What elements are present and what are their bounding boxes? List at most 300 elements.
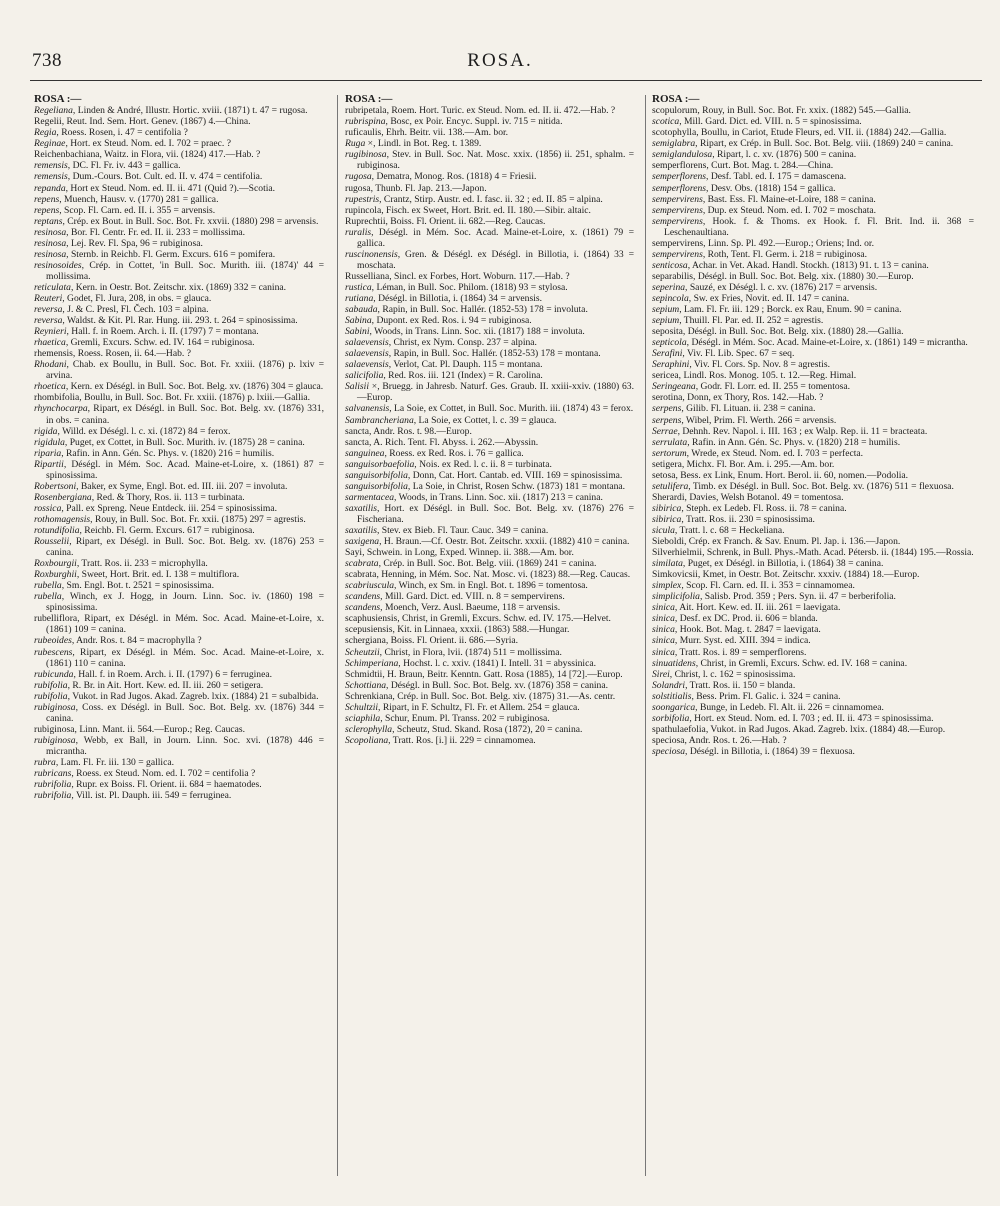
species-name: scabriuscula [345,580,395,592]
index-entry [652,680,974,691]
index-entry [652,116,974,127]
species-name: sanguisorbifolia [345,480,408,492]
species-name: Rousselii [34,536,70,548]
index-entry [652,459,974,470]
citation: , Andr. Ros. t. 26.—Hab. ? [684,734,787,746]
citation: , Wibel, Prim. Fl. Werth. 266 = arvensis. [681,414,837,426]
citation: , Déségl. in Billotia, i. (1864) 34 = arvensis. [373,293,543,304]
citation: , Achar. in Vet. Akad. Handl. Stockh. (1813) 91. t. 13 = canina. [687,259,929,271]
species-name: rhemensis [34,348,73,360]
species-name: rubella [34,591,62,603]
citation: , H. Braun, Beitr. Kenntn. Gatt. Rosa (1885), 14 [72].—Europ. [382,668,623,680]
species-name: repanda [34,182,66,194]
index-entry [34,238,324,249]
index-entry [34,448,324,459]
index-entry [345,713,634,724]
index-entry [345,359,634,370]
index-entry [345,459,634,470]
index-entry [652,735,974,746]
header-rule [30,80,982,81]
species-name: rupincola [345,204,382,216]
citation: , Puget, ex Cottet, in Bull. Soc. Murith. iv. (1875) 28 = canina. [64,436,305,448]
index-entry [652,713,974,724]
index-entry [652,304,974,315]
index-entry [652,658,974,669]
species-name: semiglabra [652,138,696,150]
species-name: salaevensis [345,337,389,349]
species-name: rubifolia [34,679,68,691]
species-name: schergiana [345,635,386,647]
citation: , La Soie, ex Cottet, in Bull. Soc. Murith. iii. (1874) 43 = ferox. [389,403,634,415]
index-entry [345,348,634,359]
citation: , Dupont. ex Red. Ros. i. 94 = rubiginosa. [371,315,532,327]
species-name: sibirica [652,502,682,514]
index-entry [34,183,324,194]
species-name: rugosa [345,182,371,194]
index-entry [345,138,634,149]
species-name: reticulata [34,281,71,293]
citation: , Hochst. l. c. xxiv. (1841) I. Intell. 31 = abyssinica. [398,657,596,669]
citation: , Reichb. Fl. Germ. Excurs. 617 = rubiginosa. [79,524,255,536]
species-name: serrulata [652,436,688,448]
citation: , Rouy, in Bull. Soc. Bot. Fr. xxii. (1875) 297 = agrestis. [90,513,306,525]
index-entry [345,315,634,326]
citation: , Crép. in Bull. Soc. Bot. Belg. viii. (1869) 241 = canina. [378,558,597,570]
species-name: Sirei [652,668,670,680]
index-entry [345,448,634,459]
species-name: Rosenbergiana [34,491,92,503]
citation: , Pall. ex Spreng. Neue Entdeck. iii. 254 = spinosissima. [61,502,278,514]
citation: , Schrenk, in Bull. Phys.-Math. Acad. Pétersb. ii. (1844) 195.—Rossia. [702,547,974,559]
citation: , Kern. in Oestr. Bot. Zeitschr. xix. (1869) 332 = canina. [70,281,287,293]
citation: , Rapin, in Bull. Soc. Hallér. (1852-53) 178 = montana. [388,348,601,360]
index-entry [345,558,634,569]
index-entry [652,127,974,138]
citation: , Hook. Bot. Mag. t. 2847 = laevigata. [674,624,821,636]
index-entry [34,194,324,205]
index-entry [34,691,324,702]
index-entry [34,116,324,127]
species-name: sinica [652,635,675,647]
citation: , Lindl. Ros. Monog. 105. t. 12.—Reg. Himal. [678,370,857,382]
citation: , Henning, in Mém. Soc. Nat. Mosc. vi. (1823) 88.—Reg. Caucas. [376,569,631,581]
species-name: Serrae [652,425,678,437]
index-entry [652,547,974,558]
species-name: Solandri [652,679,686,691]
index-entry [652,525,974,536]
index-entry [345,293,634,304]
citation: , Ripart, ex Déségl. in Mém. Soc. Acad. Maine-et-Loire, x. (1861) 110 = canina. [46,646,324,669]
index-entry [345,580,634,591]
citation: , Curt. Bot. Mag. t. 284.—China. [706,160,834,172]
species-name: scepusiensis [345,624,393,636]
citation: , Hort ex Steud. Nom. ed. II. ii. 471 (Quid ?).—Scotia. [65,182,276,194]
species-name: seperina [652,281,686,293]
index-entry [345,492,634,503]
index-entry [345,735,634,746]
species-name: rigida [34,425,58,437]
citation: , Vill. ist. Pl. Dauph. iii. 549 = ferruginea. [71,790,232,802]
citation: , Boullu, in Bull. Soc. Bot. Fr. xxiii. (1876) p. lxiii.—Gallia. [79,392,311,404]
citation: , Winch, ex Sm. in Engl. Bot. t. 1896 = tomentosa. [394,580,588,592]
citation: , Crép. ex Franch. & Sav. Enum. Pl. Jap. i. 136.—Japon. [683,536,901,548]
citation: , Kern. ex Déségl. in Bull. Soc. Bot. Belg. xv. (1876) 304 = glauca. [65,381,324,393]
species-name: serotina [652,392,683,404]
index-entry [345,547,634,558]
species-name: solstitialis [652,690,692,702]
species-name: Reginae [34,138,66,150]
index-entry [34,249,324,260]
species-name: riparia [34,447,62,459]
index-entry [345,415,634,426]
index-entry [34,149,324,160]
index-entry [34,171,324,182]
index-entry [34,304,324,315]
species-name: Salisii [345,381,369,393]
citation: , Godr. Fl. Lorr. ed. II. 255 = tomentosa. [695,381,851,393]
citation: , Desv. Obs. (1818) 154 = gallica. [706,182,836,194]
index-entry [34,392,324,403]
index-entry [34,757,324,768]
index-entry [652,437,974,448]
index-entry [34,437,324,448]
citation: , Roess. ex Red. Ros. i. 76 = gallica. [384,447,524,459]
species-name: Reichenbachiana [34,149,100,161]
species-name: Schultzii [345,701,379,713]
citation: , Puget, ex Déségl. in Billotia, i. (1864) 38 = canina. [682,558,884,570]
species-name: rubrifolia [34,779,72,791]
citation: , Vukot. in Rad Jugos. Akad. Zagreb. lxix. (1884) 48.—Europ. [705,723,946,735]
index-entry [652,602,974,613]
index-entry [345,591,634,602]
citation: , Hort. ex Déségl. in Bull. Soc. Bot. Belg. xv. (1876) 276 = Fischeriana. [357,502,634,525]
index-entry [34,702,324,724]
index-entry [652,392,974,403]
species-name: senticosa [652,259,688,271]
species-name: sinica [652,646,675,658]
index-entry [345,481,634,492]
species-name: rubra [34,756,56,768]
index-entry [652,183,974,194]
citation: , Christ, l. c. 162 = spinosissima. [669,668,796,680]
index-entry [345,437,634,448]
citation: , Rafin. in Ann. Gén. Sc. Phys. v. (1820) 216 = humilis. [61,447,275,459]
citation: , DC. Fl. Fr. iv. 443 = gallica. [67,160,181,172]
species-name: sepium [652,304,680,316]
citation: , Muench, Hausv. v. (1770) 281 = gallica. [59,193,219,205]
citation: , Dum.-Cours. Bot. Cult. ed. II. v. 474 = centifolia. [67,171,263,183]
citation: , Winch, ex J. Hogg, in Journ. Linn. Soc. iv. (1860) 198 = spinosissima. [46,591,324,614]
citation: , Dup. ex Steud. Nom. ed. I. 702 = moschata. [702,204,877,216]
citation: , Red. Ros. iii. 121 (Index) = R. Carolina. [383,370,543,382]
species-name: saxatilis [345,524,377,536]
index-entry [34,315,324,326]
index-entry [34,348,324,359]
citation: , Déségl. in Mém. Soc. Acad. Maine-et-Loire, x. (1861) 149 = micrantha. [686,337,968,349]
citation: , Rapin, in Bull. Soc. Hallér. (1852-53) 178 = involuta. [377,304,588,316]
species-name: rustica [345,281,372,293]
index-entry [34,635,324,646]
index-entry [652,194,974,205]
index-entry [345,702,634,713]
species-name: rubiginosa [34,734,76,746]
index-entry [34,536,324,558]
citation: , Ripart, in F. Schultz, Fl. Fr. et Allem. 254 = glauca. [378,701,580,713]
species-name: reversa [34,304,63,316]
citation: , Sm. Engl. Bot. t. 2521 = spinosissima. [61,580,214,592]
citation: , Wrede, ex Steud. Nom. ed. I. 703 = perfecta. [686,447,864,459]
citation: , Linn. Sp. Pl. 492.—Europ.; Oriens; Ind. or. [703,237,874,249]
species-name: sanguisorbifolia [345,469,408,481]
index-entry [345,669,634,680]
species-name: ruscinonensis [345,248,398,260]
species-name: Reuteri [34,293,63,304]
index-entry [652,558,974,569]
index-entry [345,403,634,414]
citation: , Lam. Fl. Fr. iii. 129 ; Borck. ex Rau, Enum. 90 = canina. [679,304,902,316]
citation: , Déségl. in Bull. Soc. Bot. Belg. xix. (1880) 28.—Gallia. [682,326,904,338]
citation: , A. Rich. Tent. Fl. Abyss. i. 262.—Abyssin. [368,436,539,448]
index-entry [652,348,974,359]
index-entry [34,779,324,790]
index-entry [652,160,974,171]
species-name: Schmidtii [345,668,383,680]
index-entry [345,370,634,381]
citation: , Rafin. in Ann. Gén. Sc. Phys. v. (1820) 218 = humilis. [687,436,901,448]
citation: , Chab. ex Boullu, in Bull. Soc. Bot. Fr. xxiii. (1876) p. lxiv = arvina. [46,359,324,382]
species-name: sinica [652,602,675,614]
index-entry [34,525,324,536]
species-name: Serafini [652,348,683,360]
citation: , Christ, in Gremli, Excurs. Schw. ed. IV. 168 = canina. [695,657,908,669]
citation: , Donn, Cat. Hort. Cantab. ed. VIII. 169 = spinosissima. [407,469,623,481]
species-name: reversa [34,315,63,327]
citation: , Léman, in Bull. Soc. Philom. (1818) 93 = stylosa. [371,281,568,293]
species-name: sempervirens [652,204,703,216]
species-name: rubripetala [345,105,387,117]
species-name: rutiana [345,293,374,304]
index-entry [345,127,634,138]
index-entry [345,116,634,127]
species-name: rugibinosa [345,149,387,161]
species-name: semperflorens [652,182,707,194]
citation: , Déségl. in Mém. Soc. Acad. Maine-et-Loire, x. (1861) 79 = gallica. [357,226,634,249]
index-entry [652,149,974,160]
citation: , Waitz. in Flora, vii. (1824) 417.—Hab. ? [99,149,261,161]
citation: , Roth, Tent. Fl. Germ. i. 218 = rubiginosa. [702,248,867,260]
index-entry [652,724,974,735]
citation: , Sw. ex Fries, Novit. ed. II. 147 = canina. [688,293,850,304]
species-name: sclerophylla [345,723,393,735]
citation: , Tratt. l. c. 68 = Heckeliana. [674,524,785,536]
citation: , Salisb. Prod. 359 ; Pers. Syn. ii. 47 = berberifolia. [699,591,896,603]
species-name: reptans [34,215,63,227]
index-entry [652,171,974,182]
citation: , R. Br. in Ait. Hort. Kew. ed. II. iii. 260 = setigera. [67,679,264,691]
species-name: Roxburghii [34,569,77,581]
citation: , Scheutz, Stud. Skand. Rosa (1872), 20 = canina. [392,723,583,735]
index-entry [345,525,634,536]
index-column-2 [345,93,634,1200]
citation: , Kit. in Linnaea, xxxii. (1863) 588.—Hungar. [392,624,570,636]
species-name: rhombifolia [34,392,80,404]
index-entry [345,337,634,348]
citation: , Viv. Fl. Cors. Sp. Nov. 8 = agrestis. [689,359,830,371]
species-name: Schrenkiana [345,690,393,702]
citation: , Roess. ex Steud. Nom. ed. I. 702 = centifolia ? [71,768,256,780]
species-name: sinuatidens [652,657,696,669]
species-name: Russelliana [345,270,390,282]
index-entry [34,105,324,116]
species-name: speciosa [652,745,686,757]
species-name: sempervirens [652,248,703,260]
index-column-1 [34,93,324,1200]
citation: , Roem. Hort. Turic. ex Steud. Nom. ed. II. ii. 472.—Hab. ? [386,105,616,117]
species-name: Roxbourgii [34,558,77,570]
citation: , Willd. ex Déségl. l. c. xi. (1872) 84 = ferox. [57,425,231,437]
citation: , Red. & Thory, Ros. ii. 113 = turbinata. [91,491,245,503]
citation: , Crép. in Bull. Soc. Bot. Belg. xiv. (1875) 31.—As. centr. [392,690,616,702]
column-heading: ROSA :— [345,93,393,105]
species-name: Sambrancheriana [345,414,414,426]
species-name: sanguinea [345,447,385,459]
index-entry [345,183,634,194]
citation: , Gremli, Excurs. Schw. ed. IV. 164 = rubiginosa. [65,337,255,349]
index-entry [345,326,634,337]
index-entry [34,260,324,282]
index-entry [652,470,974,481]
species-name: sericea [652,370,679,382]
species-name: rubifolia [34,690,68,702]
index-entry [345,271,634,282]
index-entry [652,426,974,437]
citation: , Fisch. ex Sweet, Hort. Brit. ed. II. 180.—Sibir. altaic. [381,204,591,216]
citation: , Ait. Hort. Kew. ed. II. iii. 261 = laevigata. [674,602,841,614]
species-name: sabauda [345,304,378,316]
index-entry [34,613,324,635]
citation: , Crantz, Stirp. Austr. ed. I. fasc. ii. 32 ; ed. II. 85 = alpina. [379,193,603,205]
citation: , Tratt. Ros. ii. 150 = blanda. [685,679,796,691]
running-head: ROSA. [467,50,533,71]
species-name: ruficaulis [345,127,382,139]
citation: , Thuill. Fl. Par. ed. II. 252 = agrestis. [679,315,824,327]
citation: , Hort. ex Steud. Nom. ed. I. 702 = praec. ? [65,138,231,150]
citation: , Gren. & Déségl. ex Déségl. in Billotia, i. (1864) 33 = moschata. [357,248,634,271]
species-name: setulifera [652,480,689,492]
citation: , Murr. Syst. ed. XIII. 394 = indica. [674,635,811,647]
citation: , Andr. Ros. t. 98.—Europ. [368,425,472,437]
index-entry [652,403,974,414]
species-name: rotundifolia [34,524,80,536]
index-entry [34,227,324,238]
species-name: Regeliana [34,105,73,117]
citation: , Godet, Fl. Jura, 208, in obs. = glauca. [62,293,212,304]
species-name: saxigena [345,536,380,548]
species-name: Ruga [345,138,366,150]
species-name: rhoetica [34,381,66,393]
citation: , Bess. Prim. Fl. Galic. i. 324 = canina. [691,690,841,702]
index-entry [652,591,974,602]
index-column-3 [652,93,974,1200]
citation: , Baker, ex Syme, Engl. Bot. ed. III. iii. 207 = involuta. [76,480,288,492]
species-name: sempervirens [652,215,703,227]
index-entry [345,171,634,182]
species-name: scopulorum [652,105,698,117]
index-entry [652,282,974,293]
species-name: sancta [345,436,369,448]
citation: , Hall. f. in Roem. Arch. i. II. (1797) 7 = montana. [66,326,259,338]
index-entry [652,624,974,635]
citation: , Rouy, in Bull. Soc. Bot. Fr. xxix. (1882) 545.—Gallia. [697,105,911,117]
index-entry [652,481,974,492]
citation: , Déségl. in Bull. Soc. Bot. Belg. xv. (1876) 358 = canina. [386,679,609,691]
index-entry [34,647,324,669]
citation: , Lej. Rev. Fl. Spa, 96 = rubiginosa. [66,237,203,249]
citation: , Stev. in Bull. Soc. Nat. Mosc. xxix. (1856) ii. 251, sphalm. = rubiginosa. [357,149,634,172]
index-entry [652,702,974,713]
citation: , Moench, Verz. Ausl. Baeume, 118 = arvensis. [380,602,561,614]
index-entry [34,514,324,525]
citation: , Déségl. in Mém. Soc. Acad. Maine-et-Loire, x. (1861) 87 = spinosissima. [46,458,324,481]
citation: , Boullu, in Cariot, Etude Fleurs, ed. VII. ii. (1884) 242.—Gallia. [696,127,947,139]
index-entry [34,768,324,779]
species-name: simplicifolia [652,591,700,603]
index-entry [34,669,324,680]
species-name: salaevensis [345,359,389,371]
species-name: semperflorens [652,160,707,172]
citation: , Ripart, ex Déségl. in Mém. Soc. Acad. Maine-et-Loire, x. (1861) 109 = canina. [46,613,324,636]
species-name: rubrispina [345,116,386,128]
index-entry [345,635,634,646]
citation: ×, Bruegg. in Jahresb. Naturf. Ges. Graub. II. xxiii-xxiv. (1880) 63.—Europ. [357,381,634,404]
index-entry [345,381,634,403]
species-name: Regia [34,127,57,139]
species-name: rigidula [34,436,65,448]
species-name: Simkovicsii [652,569,698,581]
citation: , Kmet, in Oestr. Bot. Zeitschr. xxxiv. (1884) 18.—Europ. [697,569,920,581]
index-entry [34,569,324,580]
index-entry [34,282,324,293]
citation: , Nois. ex Red. l. c. ii. 8 = turbinata. [414,458,552,470]
species-name: scabrata [345,569,377,581]
species-name: rubelliflora [34,613,78,625]
citation: , Waldst. & Kit. Pl. Rar. Hung. iii. 293. t. 264 = spinosissima. [62,315,298,327]
index-entry [34,580,324,591]
citation: , Roess. Rosen, i. 47 = centifolia ? [56,127,188,139]
index-entry [345,216,634,227]
species-name: rupestris [345,193,380,205]
citation: , Gilib. Fl. Lituan. ii. 238 = canina. [681,403,816,415]
citation: , Hook. f. & Thoms. ex Hook. f. Fl. Brit. Ind. ii. 368 = Leschenaultiana. [664,215,974,238]
citation: , Ripart, ex Crép. in Bull. Soc. Bot. Belg. viii. (1869) 240 = canina. [695,138,954,150]
citation: , Crép. ex Bout. in Bull. Soc. Bot. Fr. xxvii. (1880) 298 = arvensis. [62,215,319,227]
species-name: serpens [652,414,682,426]
species-name: resinosa [34,237,67,249]
citation: ×, Lindl. in Bot. Reg. t. 1389. [365,138,482,150]
citation: , Christ, in Gremli, Excurs. Schw. ed. IV. 175.—Helvet. [397,613,611,625]
species-name: Sabini [345,326,370,338]
species-name: resinosoides [34,259,82,271]
index-entry [345,304,634,315]
citation: , Webb, ex Ball, in Journ. Linn. Soc. xvi. (1878) 446 = micrantha. [46,734,324,757]
species-name: rothomagensis [34,513,91,525]
citation: , Ehrh. Beitr. vii. 138.—Am. bor. [381,127,509,139]
index-entry [652,260,974,271]
species-name: salaevensis [345,348,389,360]
citation: , Sweet, Hort. Brit. ed. I. 138 = multiflora. [76,569,240,581]
citation: , Tratt. Ros. i. 89 = semperflorens. [674,646,807,658]
citation: , Sauzé, ex Déségl. l. c. xv. (1876) 217 = arvensis. [685,281,878,293]
